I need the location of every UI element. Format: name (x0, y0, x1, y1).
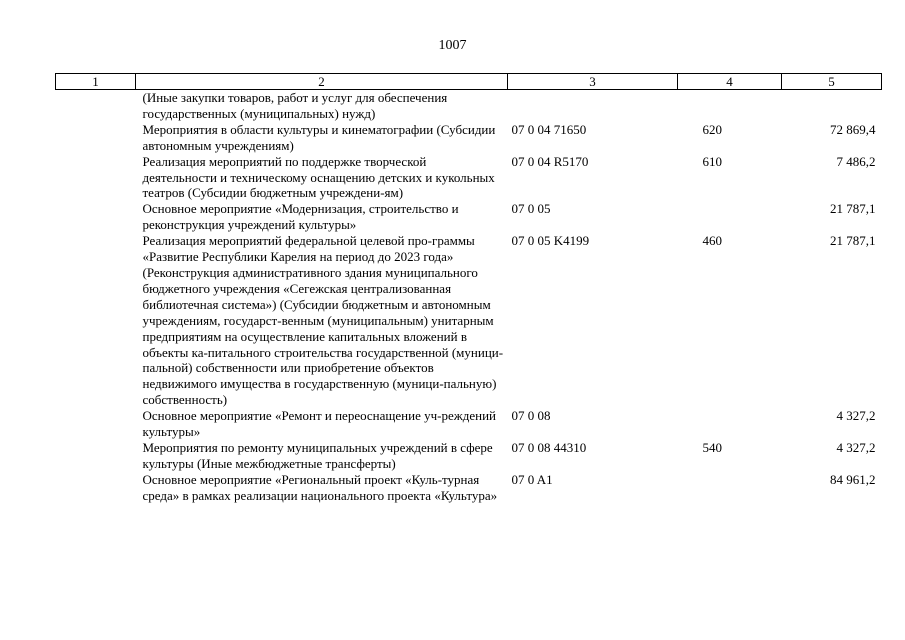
table-row (56, 408, 882, 440)
row-type (678, 408, 782, 440)
table-row (56, 472, 882, 504)
header-col-1: 1 (56, 74, 136, 90)
row-type: 610 (702, 153, 722, 169)
table-body (56, 90, 882, 504)
row-code: 07 0 A1 (511, 471, 553, 487)
row-amount: 7 486,2 (836, 153, 876, 169)
row-amount: 84 961,2 (830, 471, 876, 487)
row-type (678, 472, 782, 504)
row-amount: 72 869,4 (830, 121, 876, 137)
row-amount: 21 787,1 (830, 233, 876, 249)
row-amount: 4 327,2 (836, 439, 876, 455)
row-name: (Иные закупки товаров, работ и услуг для обеспечения государственных (муниципальных) нужд) (142, 90, 448, 121)
table-row (56, 440, 882, 472)
row-type: 540 (702, 439, 722, 455)
header-col-4: 4 (678, 74, 782, 90)
header-col-2: 2 (136, 74, 508, 90)
row-blank-cell (56, 201, 136, 233)
row-code: 07 0 04 71650 (511, 121, 587, 137)
row-type (678, 90, 782, 122)
page-number: 1007 (438, 38, 467, 53)
row-name: Основное мероприятие «Модернизация, строительство и реконструкция учреждений культуры» (142, 201, 459, 233)
row-blank-cell (56, 90, 136, 122)
header-col-5: 5 (782, 74, 882, 90)
row-code: 07 0 05 K4199 (511, 233, 590, 249)
table-row (56, 122, 882, 154)
row-amount: 4 327,2 (836, 408, 876, 424)
table-row (56, 201, 882, 233)
row-name: Основное мероприятие «Региональный проект «Куль-турная среда» в рамках реализации национального проекта «Культура» (142, 471, 498, 503)
row-blank-cell (56, 233, 136, 408)
table-header (56, 74, 882, 90)
row-amount: 21 787,1 (830, 201, 876, 217)
row-type: 620 (702, 121, 722, 137)
row-blank-cell (56, 472, 136, 504)
row-blank-cell (56, 440, 136, 472)
row-name: Мероприятия по ремонту муниципальных учреждений в сфере культуры (Иные межбюджетные трансферты) (142, 439, 493, 471)
row-name: Реализация мероприятий федеральной целевой про-граммы «Развитие Республики Карелия на период до 2023 года» (Реконструкция административного здания муниципального бюджетного учреждения «Сегежская централизованная библиотечная система») (Субсидии бюджетным и автономным учреждениям, государст-венным (муниципальным) унитарным предприятиям на осуществление капитальных вложений в объекты ка-питального строительства государственной (муници-пальной) собственности или приобретение объектов недвижимого имущества в государственную (муници-пальную) собственность) (142, 233, 504, 408)
row-type: 460 (702, 233, 722, 249)
budget-table (55, 73, 882, 504)
row-type (678, 201, 782, 233)
row-code: 07 0 08 44310 (511, 439, 587, 455)
header-col-3: 3 (508, 74, 678, 90)
row-name: Мероприятия в области культуры и кинематографии (Субсидии автономным учреждениям) (142, 121, 496, 153)
table-row (56, 233, 882, 408)
row-code: 07 0 05 (511, 201, 551, 217)
row-code: 07 0 08 (511, 408, 551, 424)
row-name: Основное мероприятие «Ремонт и переоснащение уч-реждений культуры» (142, 408, 496, 440)
row-blank-cell (56, 122, 136, 154)
row-amount (782, 90, 882, 122)
table-row (56, 90, 882, 122)
header-row (56, 74, 882, 90)
row-code: 07 0 04 R5170 (511, 153, 589, 169)
row-blank-cell (56, 154, 136, 202)
row-code (508, 90, 678, 122)
row-name: Реализация мероприятий по поддержке творческой деятельности и техническому оснащению детских и кукольных театров (Субсидии бюджетным учреждени-ям) (142, 153, 495, 201)
row-blank-cell (56, 408, 136, 440)
table-row (56, 154, 882, 202)
